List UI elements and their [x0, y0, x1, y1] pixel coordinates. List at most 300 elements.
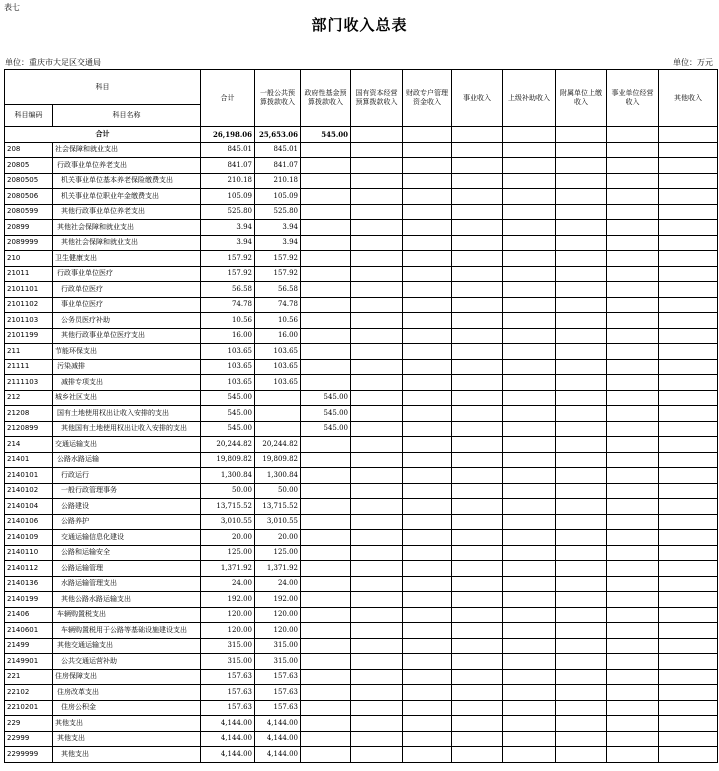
row-name: 减排专项支出: [53, 375, 201, 391]
row-name: 事业单位医疗: [53, 297, 201, 313]
row-general-budget: 103.65: [255, 344, 301, 360]
empty-cell: [556, 545, 607, 561]
empty-cell: [556, 251, 607, 267]
row-general-budget: 24.00: [255, 576, 301, 592]
row-gov-fund: [301, 189, 351, 205]
row-general-budget: 3,010.55: [255, 514, 301, 530]
page-title: 部门收入总表: [311, 16, 408, 34]
row-code: 2210201: [5, 700, 53, 716]
empty-cell: [659, 654, 718, 670]
empty-cell: [556, 576, 607, 592]
row-name: 其他国有土地使用权出让收入安排的支出: [53, 421, 201, 437]
empty-cell: [607, 437, 659, 453]
table-row: [5, 576, 718, 592]
empty-cell: [403, 514, 452, 530]
header-total: 合计: [201, 70, 255, 127]
row-total: 3.94: [201, 220, 255, 236]
row-general-budget: 16.00: [255, 328, 301, 344]
empty-cell: [503, 499, 556, 515]
row-name: 污染减排: [53, 359, 201, 375]
empty-cell: [503, 375, 556, 391]
empty-cell: [403, 313, 452, 329]
row-total: 845.01: [201, 142, 255, 158]
row-gov-fund: [301, 592, 351, 608]
empty-cell: [659, 607, 718, 623]
empty-cell: [403, 468, 452, 484]
empty-cell: [503, 483, 556, 499]
empty-cell: [503, 576, 556, 592]
table-row: [5, 204, 718, 220]
row-name: 公务员医疗补助: [53, 313, 201, 329]
row-gov-fund: [301, 328, 351, 344]
row-total: 157.92: [201, 251, 255, 267]
row-code: 214: [5, 437, 53, 453]
header-subject-name: 科目名称: [53, 105, 201, 127]
empty-cell: [503, 297, 556, 313]
empty-cell: [351, 452, 403, 468]
empty-cell: [607, 220, 659, 236]
row-total: 120.00: [201, 607, 255, 623]
table-row: [5, 654, 718, 670]
row-general-budget: [255, 390, 301, 406]
empty-cell: [403, 638, 452, 654]
row-name: 城乡社区支出: [53, 390, 201, 406]
row-name: 其他交通运输支出: [53, 638, 201, 654]
empty-cell: [403, 731, 452, 747]
empty-cell: [503, 390, 556, 406]
empty-cell: [503, 142, 556, 158]
empty-cell: [659, 204, 718, 220]
empty-cell: [351, 654, 403, 670]
empty-cell: [351, 623, 403, 639]
empty-cell: [452, 468, 503, 484]
row-total: 545.00: [201, 421, 255, 437]
row-code: 22999: [5, 731, 53, 747]
unit-label: 单位：重庆市大足区交通局: [5, 58, 101, 67]
empty-cell: [351, 731, 403, 747]
row-general-budget: 315.00: [255, 654, 301, 670]
empty-cell: [351, 344, 403, 360]
row-gov-fund: [301, 654, 351, 670]
empty-cell: [503, 421, 556, 437]
row-name: 其他支出: [53, 731, 201, 747]
row-gov-fund: [301, 545, 351, 561]
empty-cell: [452, 189, 503, 205]
empty-cell: [607, 561, 659, 577]
empty-cell: [403, 266, 452, 282]
empty-cell: [403, 251, 452, 267]
row-name: 其他行政事业单位养老支出: [53, 204, 201, 220]
empty-cell: [351, 142, 403, 158]
empty-cell: [503, 220, 556, 236]
empty-cell: [607, 654, 659, 670]
empty-cell: [659, 313, 718, 329]
row-name: 其他支出: [53, 747, 201, 763]
row-name: 一般行政管理事务: [53, 483, 201, 499]
table-row: [5, 561, 718, 577]
empty-cell: [503, 685, 556, 701]
table-row: [5, 173, 718, 189]
table-row: [5, 468, 718, 484]
row-name: 交通运输信息化建设: [53, 530, 201, 546]
empty-cell: [607, 313, 659, 329]
row-code: 2080505: [5, 173, 53, 189]
row-total: 157.63: [201, 685, 255, 701]
empty-cell: [607, 731, 659, 747]
row-total: 56.58: [201, 282, 255, 298]
row-code: 2140112: [5, 561, 53, 577]
empty-cell: [452, 669, 503, 685]
row-general-budget: 120.00: [255, 623, 301, 639]
empty-cell: [659, 483, 718, 499]
row-name: 国有土地使用权出让收入安排的支出: [53, 406, 201, 422]
empty-cell: [351, 189, 403, 205]
row-total: 841.07: [201, 158, 255, 174]
row-code: 2101199: [5, 328, 53, 344]
row-total: 1,300.84: [201, 468, 255, 484]
row-code: 21111: [5, 359, 53, 375]
header-other: 其他收入: [659, 70, 718, 127]
empty-cell: [403, 328, 452, 344]
empty-cell: [659, 235, 718, 251]
empty-cell: [503, 530, 556, 546]
empty-cell: [351, 251, 403, 267]
row-total: 157.63: [201, 669, 255, 685]
table-row: [5, 437, 718, 453]
empty-cell: [452, 421, 503, 437]
row-name: 其他社会保障和就业支出: [53, 235, 201, 251]
empty-cell: [503, 468, 556, 484]
empty-cell: [659, 731, 718, 747]
total-row: [5, 127, 718, 143]
empty-cell: [556, 530, 607, 546]
empty-cell: [452, 576, 503, 592]
empty-cell: [452, 716, 503, 732]
empty-cell: [607, 282, 659, 298]
empty-cell: [452, 654, 503, 670]
empty-cell: [503, 313, 556, 329]
table-row: [5, 158, 718, 174]
row-total: 157.92: [201, 266, 255, 282]
empty-cell: [403, 344, 452, 360]
table-row: [5, 313, 718, 329]
table-row: [5, 623, 718, 639]
row-name: 卫生健康支出: [53, 251, 201, 267]
row-gov-fund: [301, 173, 351, 189]
row-total: 24.00: [201, 576, 255, 592]
currency-label: 单位：万元: [673, 58, 713, 67]
empty-cell: [351, 607, 403, 623]
row-code: 2080506: [5, 189, 53, 205]
row-total: 1,371.92: [201, 561, 255, 577]
row-general-budget: [255, 406, 301, 422]
row-name: 住房改革支出: [53, 685, 201, 701]
empty-cell: [452, 235, 503, 251]
empty-cell: [351, 421, 403, 437]
empty-cell: [659, 158, 718, 174]
empty-cell: [659, 375, 718, 391]
empty-cell: [607, 530, 659, 546]
row-name: 水路运输管理支出: [53, 576, 201, 592]
empty-cell: [607, 251, 659, 267]
row-code: 2140109: [5, 530, 53, 546]
empty-cell: [607, 142, 659, 158]
empty-cell: [351, 530, 403, 546]
empty-cell: [403, 235, 452, 251]
row-general-budget: 4,144.00: [255, 731, 301, 747]
empty-cell: [607, 700, 659, 716]
empty-cell: [659, 468, 718, 484]
table-row: [5, 189, 718, 205]
empty-cell: [607, 173, 659, 189]
row-total: 157.63: [201, 700, 255, 716]
row-name: 交通运输支出: [53, 437, 201, 453]
empty-cell: [556, 359, 607, 375]
empty-cell: [403, 654, 452, 670]
empty-cell: [403, 561, 452, 577]
table-row: [5, 499, 718, 515]
table-row: [5, 421, 718, 437]
header-gov-fund: 政府性基金预算拨款收入: [301, 70, 351, 127]
empty-cell: [659, 189, 718, 205]
row-gov-fund: [301, 359, 351, 375]
empty-cell: [659, 638, 718, 654]
empty-cell: [351, 561, 403, 577]
empty-cell: [351, 406, 403, 422]
row-gov-fund: [301, 607, 351, 623]
empty-cell: [607, 576, 659, 592]
row-total: 4,144.00: [201, 716, 255, 732]
table-row: [5, 483, 718, 499]
empty-cell: [351, 220, 403, 236]
empty-cell: [556, 142, 607, 158]
row-name: 住房公积金: [53, 700, 201, 716]
empty-cell: [503, 189, 556, 205]
row-total: 315.00: [201, 654, 255, 670]
empty-cell: [659, 406, 718, 422]
empty-cell: [452, 142, 503, 158]
empty-cell: [607, 359, 659, 375]
row-gov-fund: [301, 297, 351, 313]
empty-cell: [607, 204, 659, 220]
empty-cell: [452, 328, 503, 344]
empty-cell: [556, 220, 607, 236]
empty-cell: [607, 158, 659, 174]
row-gov-fund: [301, 483, 351, 499]
empty-cell: [556, 390, 607, 406]
empty-cell: [659, 685, 718, 701]
row-name: 行政运行: [53, 468, 201, 484]
row-gov-fund: [301, 530, 351, 546]
empty-cell: [659, 421, 718, 437]
empty-cell: [659, 530, 718, 546]
row-code: 2140104: [5, 499, 53, 515]
row-general-budget: 13,715.52: [255, 499, 301, 515]
empty-cell: [607, 607, 659, 623]
empty-cell: [607, 406, 659, 422]
empty-cell: [556, 313, 607, 329]
empty-cell: [351, 313, 403, 329]
empty-cell: [503, 204, 556, 220]
empty-cell: [351, 638, 403, 654]
row-code: 22102: [5, 685, 53, 701]
row-gov-fund: [301, 700, 351, 716]
row-general-budget: 157.63: [255, 700, 301, 716]
empty-cell: [351, 173, 403, 189]
empty-cell: [556, 189, 607, 205]
empty-cell: [556, 235, 607, 251]
row-total: 20,244.82: [201, 437, 255, 453]
empty-cell: [452, 685, 503, 701]
empty-cell: [556, 716, 607, 732]
row-general-budget: 210.18: [255, 173, 301, 189]
empty-cell: [659, 452, 718, 468]
empty-cell: [659, 390, 718, 406]
row-general-budget: 50.00: [255, 483, 301, 499]
header-subject-code: 科目编码: [5, 105, 53, 127]
empty-cell: [351, 576, 403, 592]
row-name: 住房保障支出: [53, 669, 201, 685]
empty-cell: [503, 158, 556, 174]
empty-cell: [452, 499, 503, 515]
empty-cell: [556, 173, 607, 189]
table-row: [5, 545, 718, 561]
empty-cell: [659, 142, 718, 158]
row-total: 3.94: [201, 235, 255, 251]
row-gov-fund: [301, 158, 351, 174]
row-total: 103.65: [201, 344, 255, 360]
row-total: 120.00: [201, 623, 255, 639]
empty-cell: [503, 359, 556, 375]
row-code: 21011: [5, 266, 53, 282]
table-row: [5, 251, 718, 267]
table-row: [5, 700, 718, 716]
row-gov-fund: [301, 561, 351, 577]
empty-cell: [351, 545, 403, 561]
empty-cell: [556, 437, 607, 453]
empty-cell: [607, 297, 659, 313]
row-total: 4,144.00: [201, 747, 255, 763]
row-general-budget: 120.00: [255, 607, 301, 623]
empty-cell: [556, 685, 607, 701]
header-business: 事业收入: [452, 70, 503, 127]
empty-cell: [659, 669, 718, 685]
table-row: [5, 359, 718, 375]
empty-cell: [403, 375, 452, 391]
row-name: 行政单位医疗: [53, 282, 201, 298]
empty-cell: [452, 359, 503, 375]
table-row: [5, 592, 718, 608]
row-general-budget: 103.65: [255, 359, 301, 375]
empty-cell: [452, 452, 503, 468]
table-row: [5, 669, 718, 685]
row-gov-fund: 545.00: [301, 406, 351, 422]
empty-cell: [351, 204, 403, 220]
row-total: 3,010.55: [201, 514, 255, 530]
row-code: 21208: [5, 406, 53, 422]
empty-cell: [351, 266, 403, 282]
empty-cell: [607, 390, 659, 406]
table-row: [5, 328, 718, 344]
row-code: 2111103: [5, 375, 53, 391]
empty-cell: [607, 344, 659, 360]
row-code: 2140106: [5, 514, 53, 530]
empty-cell: [403, 716, 452, 732]
empty-cell: [503, 731, 556, 747]
empty-cell: [659, 499, 718, 515]
row-name: 公路运输管理: [53, 561, 201, 577]
empty-cell: [556, 204, 607, 220]
income-summary-table: [4, 69, 718, 763]
empty-cell: [403, 437, 452, 453]
row-name: 公共交通运营补助: [53, 654, 201, 670]
empty-cell: [351, 297, 403, 313]
empty-cell: [403, 747, 452, 763]
row-general-budget: 105.09: [255, 189, 301, 205]
empty-cell: [659, 514, 718, 530]
empty-cell: [556, 468, 607, 484]
empty-cell: [556, 561, 607, 577]
row-name: 车辆购置税用于公路等基础设施建设支出: [53, 623, 201, 639]
empty-cell: [556, 514, 607, 530]
row-gov-fund: 545.00: [301, 421, 351, 437]
table-number-label: 表七: [4, 3, 20, 12]
row-code: 211: [5, 344, 53, 360]
row-gov-fund: [301, 266, 351, 282]
empty-cell: [607, 468, 659, 484]
row-general-budget: 56.58: [255, 282, 301, 298]
empty-cell: [403, 390, 452, 406]
row-gov-fund: [301, 251, 351, 267]
row-total: 20.00: [201, 530, 255, 546]
row-gov-fund: [301, 142, 351, 158]
row-code: 21401: [5, 452, 53, 468]
empty-cell: [452, 344, 503, 360]
empty-cell: [403, 483, 452, 499]
empty-cell: [503, 592, 556, 608]
row-general-budget: 74.78: [255, 297, 301, 313]
empty-cell: [452, 483, 503, 499]
row-name: 车辆购置税支出: [53, 607, 201, 623]
row-code: 2101103: [5, 313, 53, 329]
empty-cell: [607, 328, 659, 344]
row-general-budget: 20,244.82: [255, 437, 301, 453]
row-code: 2299999: [5, 747, 53, 763]
row-general-budget: 103.65: [255, 375, 301, 391]
empty-cell: [452, 204, 503, 220]
row-code: 2140102: [5, 483, 53, 499]
empty-cell: [452, 731, 503, 747]
empty-cell: [503, 344, 556, 360]
row-code: 229: [5, 716, 53, 732]
empty-cell: [403, 173, 452, 189]
empty-cell: [452, 313, 503, 329]
row-gov-fund: [301, 638, 351, 654]
empty-cell: [351, 437, 403, 453]
empty-cell: [607, 483, 659, 499]
row-total: 105.09: [201, 189, 255, 205]
empty-cell: [659, 623, 718, 639]
empty-cell: [403, 142, 452, 158]
empty-cell: [452, 607, 503, 623]
empty-cell: [351, 716, 403, 732]
row-name: 公路和运输安全: [53, 545, 201, 561]
empty-cell: [403, 685, 452, 701]
row-general-budget: 20.00: [255, 530, 301, 546]
empty-cell: [452, 282, 503, 298]
row-name: 行政事业单位医疗: [53, 266, 201, 282]
empty-cell: [659, 545, 718, 561]
